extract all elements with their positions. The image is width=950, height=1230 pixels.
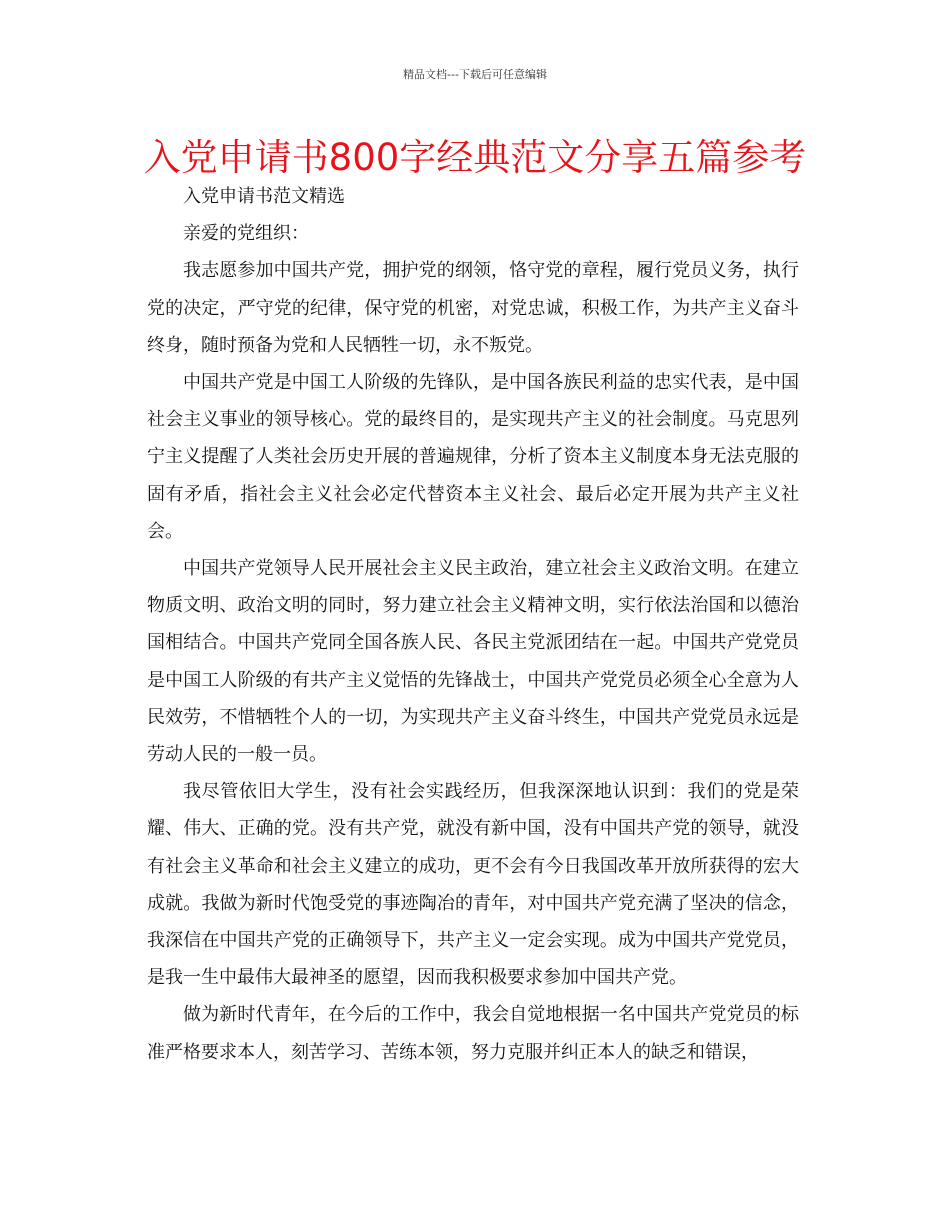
body-paragraph: 我志愿参加中国共产党，拥护党的纲领，恪守党的章程，履行党员义务，执行党的决定，严守党的纪律，保守党的机密，对党忠诚，积极工作，为共产主义奋斗终身，随时预备为党和人民牺牲一切，永不叛党。 (147, 260, 799, 356)
document-body (147, 178, 799, 1071)
salutation-paragraph: 亲爱的党组织： (183, 223, 309, 245)
body-paragraph: 中国共产党领导人民开展社会主义民主政治，建立社会主义政治文明。在建立物质文明、政治文明的同时，努力建立社会主义精神文明，实行依法治国和以德治国相结合。中国共产党同全国各族人民、各民主党派团结在一起。中国共产党党员是中国工人阶级的有共产主义觉悟的先锋战士，中国共产党党员必须全心全意为人民效劳，不惜牺牲个人的一切，为实现共产主义奋斗终生，中国共产党党员永远是劳动人民的一般一员。 (147, 558, 799, 766)
body-paragraph: 做为新时代青年，在今后的工作中，我会自觉地根据一名中国共产党党员的标准严格要求本人，刻苦学习、苦练本领，努力克服并纠正本人的缺乏和错误， (147, 1004, 799, 1063)
page-header-note: 精品文档---下载后可任意编辑 (403, 68, 547, 81)
body-paragraph: 中国共产党是中国工人阶级的先锋队，是中国各族民利益的忠实代表，是中国社会主义事业的领导核心。党的最终目的，是实现共产主义的社会制度。马克思列宁主义提醒了人类社会历史开展的普遍规律，分析了资本主义制度本身无法克服的固有矛盾，指社会主义社会必定代替资本主义社会、最后必定开展为共产主义社会。 (147, 372, 799, 542)
document-title: 入党申请书800字经典范文分享五篇参考 (143, 136, 807, 179)
body-paragraph: 我尽管依旧大学生，没有社会实践经历，但我深深地认识到：我们的党是荣耀、伟大、正确的党。没有共产党，就没有新中国，没有中国共产党的领导，就没有社会主义革命和社会主义建立的成功，更不会有今日我国改革开放所获得的宏大成就。我做为新时代饱受党的事迹陶冶的青年，对中国共产党充满了坚决的信念，我深信在中国共产党的正确领导下，共产主义一定会实现。成为中国共产党党员，是我一生中最伟大最神圣的愿望，因而我积极要求参加中国共产党。 (147, 781, 799, 989)
subtitle-paragraph: 入党申请书范文精选 (183, 186, 345, 207)
